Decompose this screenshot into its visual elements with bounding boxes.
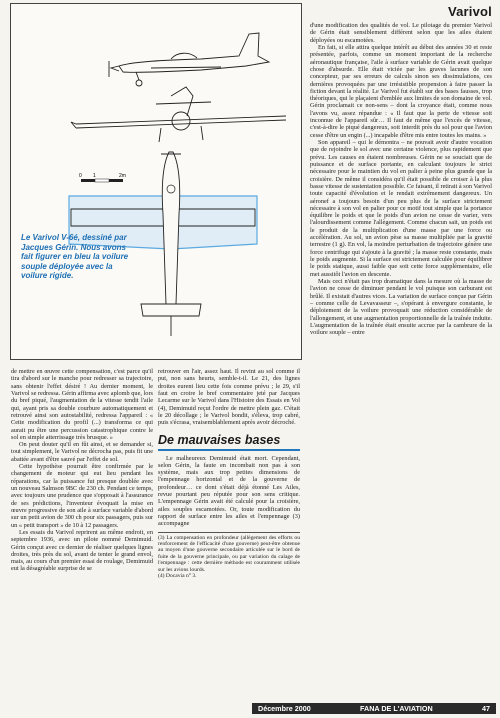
col3-paragraph: Son appareil – qui le démontra – ne pouvait avoir d'autre vocation que de rejoindre le sol avec une certaine violence, plus rapidement que prévu. Les causes en étaient nombreuses. Gérin ne se souciait que de puissance et de surface portante, en calculant toujours le strict nécessaire pour le maintien du vol en palier à peine plus grande que la croisière. De même il considéra qu'il était possible de croiser à la plus basse vitesse de sustentation possible. Ce faisant, il retirait à son Varivol toute capacité d'évolution et le rendait extrêmement dangereux. Un aéronef a toujours besoin d'un peu plus de la surface strictement nécessaire à son vol en palier pour ce motif tout simple que la portance équilibre le poids et que le poids d'un avion ne cesse de varier, vers l'alourdissement comme l'allègement. Comme chacun sait, un poids est le produit de la multiplication d'une masse par une force ou accélération. Au sol, un avion pèse sa masse multipliée par la gravité terrestre (1 g). En vol, la moindre perturbation de trajectoire génère une force centrifuge qui s'ajoute à la gravité ; la masse reste constante, mais le poids augmente. Si la surface est strictement calculée pour équilibrer le poids statique, aussi faible que soit cette force supplémentaire, elle met aussitôt l'avion en descente. [310,139,492,278]
page-footer [252,703,496,714]
front-view-drawing [71,87,286,142]
footer-page-number: 47 [482,704,490,713]
footer-date: Décembre 2000 [258,704,311,713]
col1-paragraph: Cette hypothèse pourrait être confirmée par le changement de moteur qui eut lieu pendant les réparations, car la puissance fut presque doublée avec un nouveau Salmson 9BC de 230 ch. Pendant ce temps, avec toujours une prudence que s'opposait à l'assurance de ses prédictions, l'inventeur évoquait la mise en œuvre progressive de son aile à surface variable d'abord sur un petit avion de 300 ch pour six passagers, puis sur un « petit transport » de 10 à 12 passagers. [11,463,153,529]
col3-paragraph: En fait, si elle attira quelque intérêt au début des années 30 et reste présentée, parfois, comme un moment important de la recherche aéronautique française, l'aile à surface variable de Gérin avait quelque chose d'absurde. Elle était viciée par les graves lacunes de son concepteur, par ses erreurs de calculs sinon ses dissimulations, ces dernières provoquées par une irrésistible propension à faire passer la fiction devant la réalité. Le Varivol fut établi sur des bases fausses, trop théoriques, qui le plaçaient d'emblée aux limites de son domaine de vol. Gérin proclamait ce non-sens – dont la croyance était, comme nous l'avons vu, assez répandue : « Il faut que la perte de vitesse soit inconnue de l'appareil sûr… Il faut de même que l'excès de vitesse, c'est-à-dire le piqué dangereux, soit interdit près du sol pour que l'avion cesse d'être un engin (...) incapable d'être mis entre toutes les mains. » [310,43,492,139]
col1-paragraph: Les essais du Varivol reprirent au même endroit, en septembre 1936, avec un pilote nommé Demimuid. Gérin conçut avec ce dernier de réaliser quelques lignes droites, très près du sol, avant de tenter le grand envol, mais, au cours d'un premier essai de roulage, Demimuid eut la désagréable surprise de se [11,528,153,573]
col2-paragraph: retrouver en l'air, assez haut. Il revint au sol comme il put, non sans heurts, semble-t-il. Le 21, des lignes droites eurent lieu cette fois comme prévu ; le 29, s'il faut en croire le bref commentaire jeté par Jacques Lecarme sur le Varivol dans l'Histoire des Essais en Vol (4), Demimuid reçut l'ordre de mettre plein gaz. C'était le 20 décollage ; le Varivol bondit, s'éleva, trop cabré, puis s'écrasa, vraisemblablement après avoir décroché. [158,368,300,427]
text-column-1 [11,368,153,573]
page-header-title: Varivol [447,4,492,19]
footer-magazine: FANA DE L'AVIATION [360,704,433,713]
col1-paragraph: de mettre en œuvre cette compensation, c'est parce qu'il tira d'abord sur le manche pour redresser sa trajectoire, sans obtenir l'effet désiré ! Au dernier moment, le Varivol se redressa. Gérin affirma avec aplomb que, lors du bref piqué, l'augmentation de la vitesse tendit l'aile qui, ayant pris sa double courbure automatiquement et retrouvé ainsi son autostabilité, redressa l'appareil : « Cette modification du profil (...) transforma ce qui aurait pu être une percussion catastrophique contre le sol en simple atterrissage très brusque. » [11,368,153,441]
footnote: (3) La compensation en profondeur (allègement des efforts ou renforcement de l'efficacité d'une gouverne) peut-être obtenue au moyen d'une gouverne secondaire articulée sur le bord de fuite de la gouverne principale, ou par variation du calage de l'empennage : cette dernière méthode est couramment utilisée sur les avions lourds. [158,534,300,573]
scale-label-1: 1 [93,173,96,179]
col3-paragraph: Mais ceci n'était pas trop dramatique dans la mesure où la masse de l'avion ne cesse de diminuer pendant le vol puisque son carburant est brûlé. Il existait d'autres vices. La variation de surface conçue par Gérin – comme celle de Levavasseur –, s'opérant à envergure constante, le déploiement de la voilure provoquait une réduction considérable de l'allongement, et une augmentation proportionnelle de la traînée induite. L'augmentation de la traînée était ensuite accrue par la cambrure de la voilure souple – entre [310,277,492,337]
scale-bar [79,173,126,182]
section-heading: De mauvaises bases [158,433,300,451]
figure-caption: Le Varivol V-6é, dessiné par Jacques Gérin. Nous avons fait figurer en bleu la voilure souple déployée avec la voilure rigide. [21,233,129,281]
text-column-2 [158,368,300,579]
col3-paragraph: d'une modification des qualités de vol. Le pilotage du premier Varivol de Gérin était sensiblement différent selon que les ailes étaient déployées ou escamotées. [310,22,492,44]
col2-paragraph: Le malheureux Demimuid était mort. Cependant, selon Gérin, la faute en incombait non pas à son système, mais aux trop petites dimensions de l'empennage horizontal et de la gouverne de profondeur… ce dont s'était déjà étonné Les Ailes, revue pourtant peu réputée pour son sens critique. L'empennage Gérin avait été calculé pour la croisière, ailes souples escamotées. Or, toute modification du rapport de surface entre les ailes et l'empennage (3) accompagne [158,454,300,528]
col1-paragraph: On peut douter qu'il en fût ainsi, et se demander si, tout simplement, le Varivol ne décrocha pas, puis fit une abattée avant d'être sauvé par l'effet de sol. [11,441,153,463]
text-column-3 [310,22,492,336]
aircraft-drawing-figure [10,3,302,360]
footnotes [158,532,300,580]
side-view-drawing [109,33,269,86]
aircraft-three-view-drawing [11,4,301,359]
scale-label-0: 0 [79,173,82,179]
scale-label-2: 2m [119,173,126,179]
footnote: (4) Docavia n° 3. [158,573,197,580]
